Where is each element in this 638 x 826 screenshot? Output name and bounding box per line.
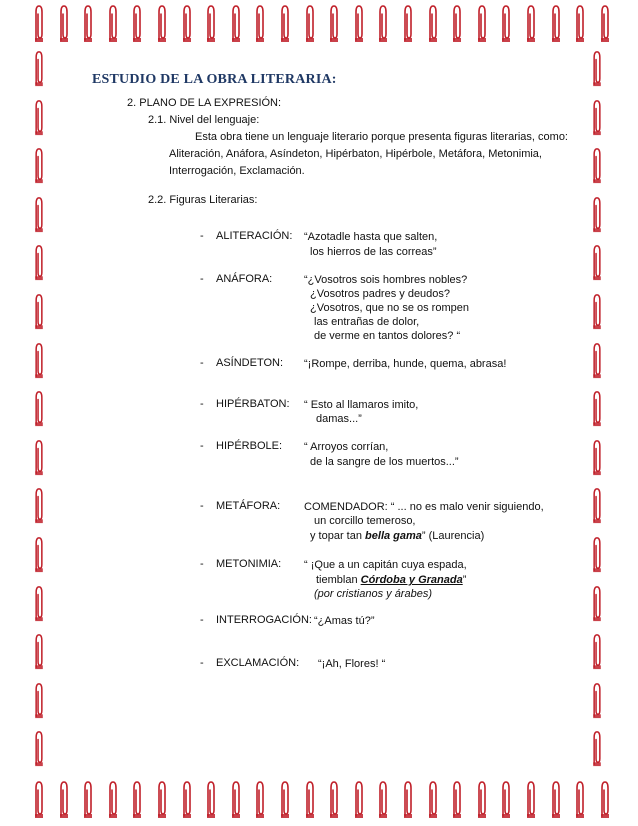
paperclip-icon <box>156 4 168 49</box>
paperclip-icon <box>591 147 603 190</box>
paperclip-icon <box>328 780 340 825</box>
paperclip-icon <box>328 4 340 49</box>
paperclip-icon <box>33 536 45 579</box>
paperclip-icon <box>33 730 45 773</box>
paperclip-icon <box>402 780 414 825</box>
paperclip-icon <box>205 780 217 825</box>
figure-example: damas...” <box>316 413 362 425</box>
paperclip-icon <box>33 780 45 825</box>
figure-name: ALITERACIÓN: <box>216 230 293 242</box>
paperclip-icon <box>591 585 603 628</box>
paperclip-icon <box>353 780 365 825</box>
paperclip-icon <box>550 780 562 825</box>
paperclip-icon <box>107 4 119 49</box>
figure-example: “Azotadle hasta que salten, <box>304 231 438 243</box>
figure-example: de verme en tantos dolores? “ <box>314 330 461 342</box>
paperclip-icon <box>82 4 94 49</box>
paperclip-icon <box>33 293 45 336</box>
figure-name: ANÁFORA: <box>216 273 273 285</box>
paperclip-icon <box>58 4 70 49</box>
paperclip-icon <box>591 390 603 433</box>
paperclip-icon <box>500 4 512 49</box>
paperclip-icon <box>33 682 45 725</box>
paperclip-icon <box>58 780 70 825</box>
figure-example: ¿Vosotros padres y deudos? <box>310 288 451 300</box>
figure-example: las entrañas de dolor, <box>314 316 420 328</box>
paperclip-icon <box>33 50 45 93</box>
list-bullet: - <box>200 500 204 512</box>
list-bullet: - <box>200 273 204 285</box>
figure-example-text: ” (Laurencia) <box>421 530 485 542</box>
paperclip-icon <box>591 99 603 142</box>
paperclip-icon <box>591 682 603 725</box>
paperclip-icon <box>33 390 45 433</box>
section-heading: 2. PLANO DE LA EXPRESIÓN: <box>127 97 282 109</box>
figure-name: ASÍNDETON: <box>216 357 284 369</box>
paperclip-icon <box>591 730 603 773</box>
paperclip-icon <box>156 780 168 825</box>
paperclip-icon <box>33 4 45 49</box>
paperclip-icon <box>427 780 439 825</box>
paperclip-icon <box>353 4 365 49</box>
list-bullet: - <box>200 558 204 570</box>
paperclip-icon <box>591 633 603 676</box>
paperclip-icon <box>591 439 603 482</box>
paperclip-icon <box>525 4 537 49</box>
paperclip-icon <box>82 780 94 825</box>
paragraph-line: Interrogación, Exclamación. <box>169 165 305 177</box>
paperclip-icon <box>451 780 463 825</box>
paperclip-icon <box>591 50 603 93</box>
figure-example: “¡Ah, Flores! “ <box>318 658 386 670</box>
emphasis-text: bella gama <box>365 530 422 542</box>
figure-example: “ Arroyos corrían, <box>304 441 389 453</box>
paperclip-icon <box>550 4 562 49</box>
figure-example: “¿Vosotros sois hombres nobles? <box>304 274 468 286</box>
paperclip-icon <box>599 4 611 49</box>
paperclip-icon <box>402 4 414 49</box>
figure-example: “ ¡Que a un capitán cuya espada, <box>304 559 467 571</box>
paperclip-icon <box>476 4 488 49</box>
paperclip-icon <box>230 4 242 49</box>
document-title: ESTUDIO DE LA OBRA LITERARIA: <box>92 72 337 87</box>
figure-example: de la sangre de los muertos...” <box>310 456 459 468</box>
figure-example: COMENDADOR: “ ... no es malo venir siguiendo, <box>304 501 544 513</box>
paperclip-icon <box>33 585 45 628</box>
figure-name: METONIMIA: <box>216 558 282 570</box>
paperclip-icon <box>476 780 488 825</box>
paperclip-icon <box>131 4 143 49</box>
paperclip-icon <box>254 780 266 825</box>
figure-example: los hierros de las correas” <box>310 246 437 258</box>
paperclip-icon <box>591 293 603 336</box>
paperclip-icon <box>500 780 512 825</box>
paperclip-icon <box>304 4 316 49</box>
paperclip-icon <box>131 780 143 825</box>
figure-example-text: tiemblan <box>316 574 361 586</box>
paperclip-icon <box>451 4 463 49</box>
figure-name: EXCLAMACIÓN: <box>216 657 300 669</box>
figure-name: METÁFORA: <box>216 500 281 512</box>
paperclip-icon <box>33 633 45 676</box>
paperclip-icon <box>591 196 603 239</box>
paragraph-line: Aliteración, Anáfora, Asíndeton, Hipérbaton, Hipérbole, Metáfora, Metonimia, <box>169 148 542 160</box>
figure-example: “¿Amas tú?” <box>314 615 375 627</box>
figure-name: HIPÉRBATON: <box>216 398 290 410</box>
paperclip-icon <box>33 99 45 142</box>
subsection-heading: 2.2. Figuras Literarias: <box>148 194 258 206</box>
figure-example: un corcillo temeroso, <box>314 515 416 527</box>
paperclip-icon <box>254 4 266 49</box>
paperclip-icon <box>205 4 217 49</box>
paperclip-icon <box>33 487 45 530</box>
emphasis-text: Córdoba y Granada <box>360 574 463 586</box>
paragraph-line: Esta obra tiene un lenguaje literario porque presenta figuras literarias, como: <box>195 131 568 143</box>
paperclip-icon <box>304 780 316 825</box>
figure-name: HIPÉRBOLE: <box>216 440 283 452</box>
figure-example <box>316 573 466 588</box>
paperclip-icon <box>591 342 603 385</box>
paperclip-icon <box>33 342 45 385</box>
figure-example: ¿Vosotros, que no se os rompen <box>310 302 469 314</box>
figure-example: (por cristianos y árabes) <box>314 588 432 600</box>
figure-name: INTERROGACIÓN: <box>216 614 312 626</box>
paperclip-icon <box>230 780 242 825</box>
figure-example: “ Esto al llamaros imito, <box>304 399 419 411</box>
paperclip-icon <box>574 780 586 825</box>
paperclip-icon <box>279 4 291 49</box>
paperclip-icon <box>427 4 439 49</box>
paperclip-icon <box>33 147 45 190</box>
list-bullet: - <box>200 614 204 626</box>
subsection-heading: 2.1. Nivel del lenguaje: <box>148 114 260 126</box>
list-bullet: - <box>200 657 204 669</box>
paperclip-icon <box>33 439 45 482</box>
paperclip-icon <box>377 780 389 825</box>
list-bullet: - <box>200 440 204 452</box>
paperclip-icon <box>279 780 291 825</box>
figure-example <box>310 529 484 544</box>
paperclip-icon <box>599 780 611 825</box>
paperclip-icon <box>574 4 586 49</box>
list-bullet: - <box>200 230 204 242</box>
paperclip-icon <box>33 244 45 287</box>
paperclip-icon <box>591 487 603 530</box>
paperclip-icon <box>107 780 119 825</box>
figure-example: “¡Rompe, derriba, hunde, quema, abrasa! <box>304 358 507 370</box>
paperclip-icon <box>377 4 389 49</box>
paperclip-icon <box>591 536 603 579</box>
list-bullet: - <box>200 357 204 369</box>
paperclip-icon <box>525 780 537 825</box>
paperclip-icon <box>181 4 193 49</box>
figure-example-text: ” <box>462 574 467 586</box>
figure-example-text: y topar tan <box>310 530 366 542</box>
paperclip-icon <box>33 196 45 239</box>
list-bullet: - <box>200 398 204 410</box>
paperclip-icon <box>591 244 603 287</box>
paperclip-icon <box>181 780 193 825</box>
